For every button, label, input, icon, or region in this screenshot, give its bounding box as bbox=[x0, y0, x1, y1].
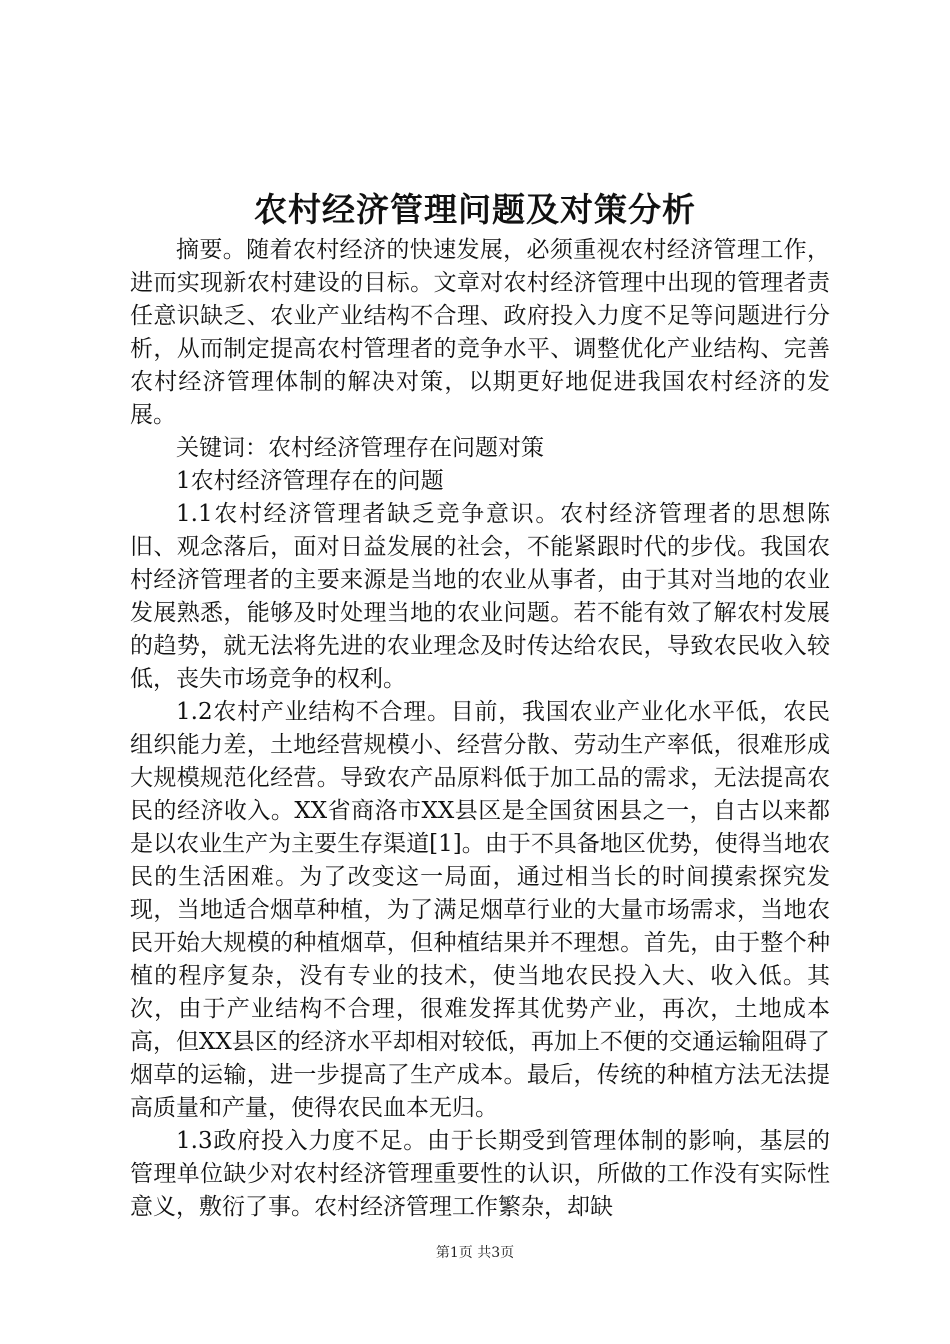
document-body bbox=[130, 234, 830, 1224]
page-title: 农村经济管理问题及对策分析 bbox=[254, 190, 696, 229]
abstract-paragraph: 摘要。随着农村经济的快速发展，必须重视农村经济管理工作，进而实现新农村建设的目标。文章对农村经济管理中出现的管理者责任意识缺乏、农业产业结构不合理、政府投入力度不足等问题进行分析，从而制定提高农村管理者的竞争水平、调整优化产业结构、完善农村经济管理体制的解决对策，以期更好地促进我国农村经济的发展。 bbox=[130, 237, 830, 428]
page-footer: 第1页 共3页 bbox=[435, 1245, 515, 1261]
paragraph-1-3: 1.3政府投入力度不足。由于长期受到管理体制的影响，基层的管理单位缺少对农村经济管理重要性的认识，所做的工作没有实际性意义，敷衍了事。农村经济管理工作繁杂，却缺 bbox=[130, 1128, 830, 1220]
section-heading: 1农村经济管理存在的问题 bbox=[176, 468, 444, 494]
paragraph-1-1: 1.1农村经济管理者缺乏竞争意识。农村经济管理者的思想陈旧、观念落后，面对日益发展的社会，不能紧跟时代的步伐。我国农村经济管理者的主要来源是当地的农业从事者，由于其对当地的农业发展熟悉，能够及时处理当地的农业问题。若不能有效了解农村发展的趋势，就无法将先进的农业理念及时传达给农民，导致农民收入较低，丧失市场竞争的权利。 bbox=[130, 501, 830, 692]
keywords-paragraph: 关键词：农村经济管理存在问题对策 bbox=[176, 435, 544, 461]
paragraph-1-2: 1.2农村产业结构不合理。目前，我国农业产业化水平低，农民组织能力差，土地经营规模小、经营分散、劳动生产率低，很难形成大规模规范化经营。导致农产品原料低于加工品的需求，无法提高农民的经济收入。XX省商洛市XX县区是全国贫困县之一，自古以来都是以农业生产为主要生存渠道[1]。由于不具备地区优势，使得当地农民的生活困难。为了改变这一局面，通过相当长的时间摸索探究发现，当地适合烟草种植，为了满足烟草行业的大量市场需求，当地农民开始大规模的种植烟草，但种植结果并不理想。首先，由于整个种植的程序复杂，没有专业的技术，使当地农民投入大、收入低。其次，由于产业结构不合理，很难发挥其优势产业，再次，土地成本高，但XX县区的经济水平却相对较低，再加上不便的交通运输阻碍了烟草的运输，进一步提高了生产成本。最后，传统的种植方法无法提高质量和产量，使得农民血本无归。 bbox=[130, 699, 830, 1121]
